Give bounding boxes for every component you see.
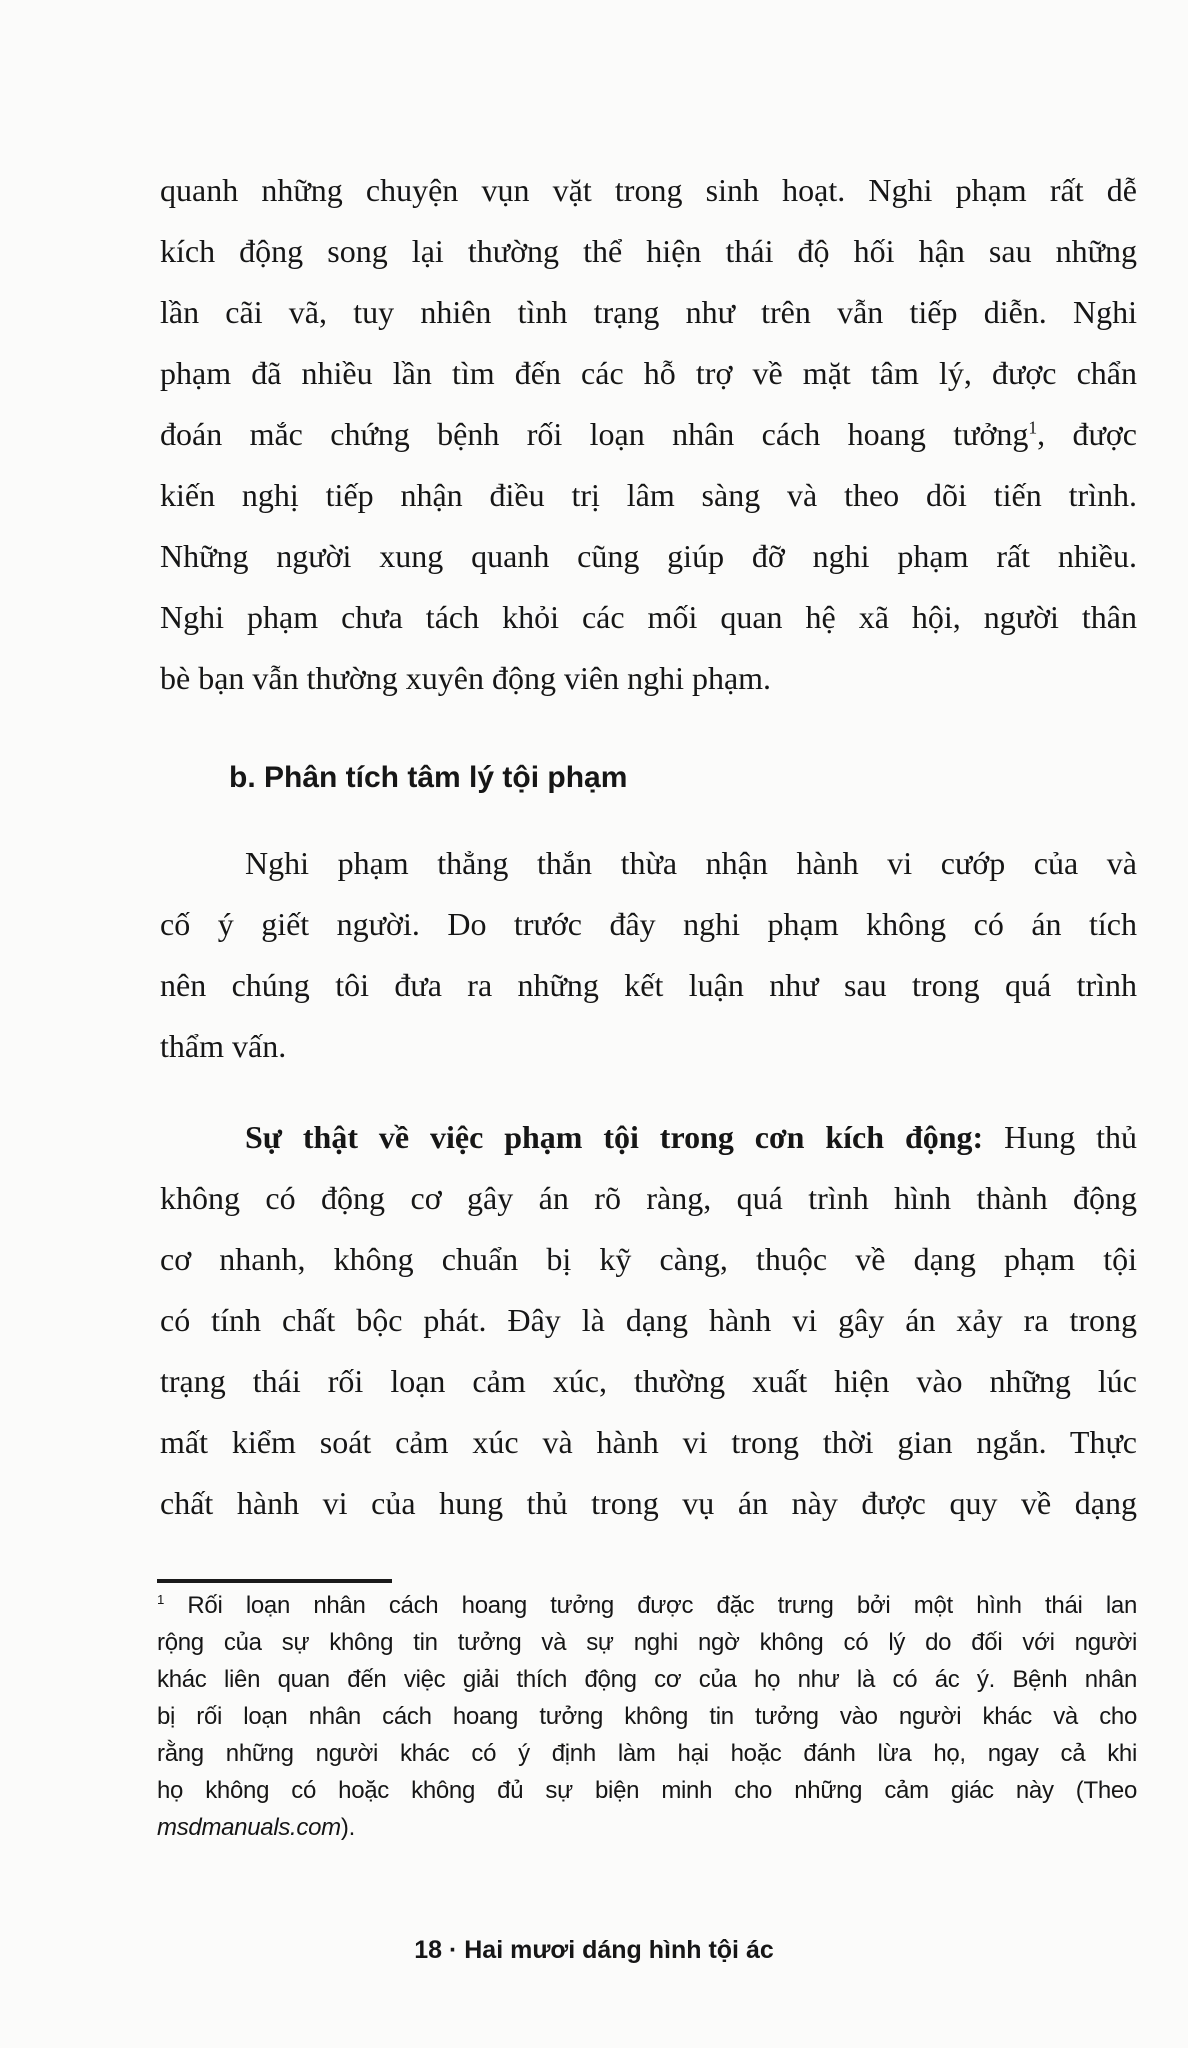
text-span: , được [1037,416,1138,452]
text-span: ). [340,1814,355,1841]
page-footer: 18 · Hai mươi dáng hình tội ác [414,1936,774,1964]
footnote-source: msdmanuals.com [157,1814,341,1841]
text-span: đoán mắc chứng bệnh rối loạn nhân cách hoang tưởng [160,416,1029,452]
text-line: kiến nghị tiếp nhận điều trị lâm sàng và theo dõi tiến trình. [160,477,1137,513]
section-heading: b. Phân tích tâm lý tội phạm [229,761,628,794]
text-line: Những người xung quanh cũng giúp đỡ nghi phạm rất nhiều. [160,538,1137,574]
footnote-reference: 1 [1028,417,1038,438]
text-line: thẩm vấn. [160,1028,287,1064]
footnote-line: khác liên quan đến việc giải thích động cơ của họ như là có ác ý. Bệnh nhân [157,1666,1137,1693]
text-line: lần cãi vã, tuy nhiên tình trạng như trên vẫn tiếp diễn. Nghi [160,294,1137,330]
footnote-line: rộng của sự không tin tưởng và sự nghi ngờ không có lý do đối với người [157,1629,1137,1656]
text-line: Nghi phạm thẳng thắn thừa nhận hành vi cướp của và [245,845,1137,881]
text-line: chất hành vi của hung thủ trong vụ án này được quy về dạng [160,1485,1137,1521]
footnote-line: bị rối loạn nhân cách hoang tưởng không tin tưởng vào người khác và cho [157,1703,1137,1730]
footnote-line [157,1590,1137,1622]
text-line: trạng thái rối loạn cảm xúc, thường xuất hiện vào những lúc [160,1363,1137,1399]
bold-lead: Sự thật về việc phạm tội trong cơn kích động: [245,1119,984,1155]
text-line: không có động cơ gây án rõ ràng, quá trình hình thành động [160,1180,1137,1216]
footnote-marker: 1 [157,1592,165,1607]
footnote-line [157,1812,1137,1844]
text-line: cố ý giết người. Do trước đây nghi phạm không có án tích [160,906,1137,942]
text-line: phạm đã nhiều lần tìm đến các hỗ trợ về mặt tâm lý, được chẩn [160,355,1137,391]
footnote-line: họ không có hoặc không đủ sự biện minh cho những cảm giác này (Theo [157,1777,1137,1804]
text-span: Rối loạn nhân cách hoang tưởng được đặc trưng bởi một hình thái lan [164,1592,1137,1619]
text-line: có tính chất bộc phát. Đây là dạng hành vi gây án xảy ra trong [160,1302,1137,1338]
text-line [160,414,1137,454]
text-line: Nghi phạm chưa tách khỏi các mối quan hệ xã hội, người thân [160,599,1137,635]
text-line [245,1117,1137,1157]
footnote-divider [157,1579,392,1583]
text-line: quanh những chuyện vụn vặt trong sinh hoạt. Nghi phạm rất dễ [160,172,1137,208]
text-line: cơ nhanh, không chuẩn bị kỹ càng, thuộc về dạng phạm tội [160,1241,1137,1277]
text-line: kích động song lại thường thể hiện thái độ hối hận sau những [160,233,1137,269]
text-line: mất kiểm soát cảm xúc và hành vi trong thời gian ngắn. Thực [160,1424,1137,1460]
text-line: bè bạn vẫn thường xuyên động viên nghi phạm. [160,660,772,696]
footnote-line: rằng những người khác có ý định làm hại hoặc đánh lừa họ, ngay cả khi [157,1740,1137,1767]
text-span: Hung thủ [983,1119,1138,1155]
text-line: nên chúng tôi đưa ra những kết luận như sau trong quá trình [160,967,1137,1003]
